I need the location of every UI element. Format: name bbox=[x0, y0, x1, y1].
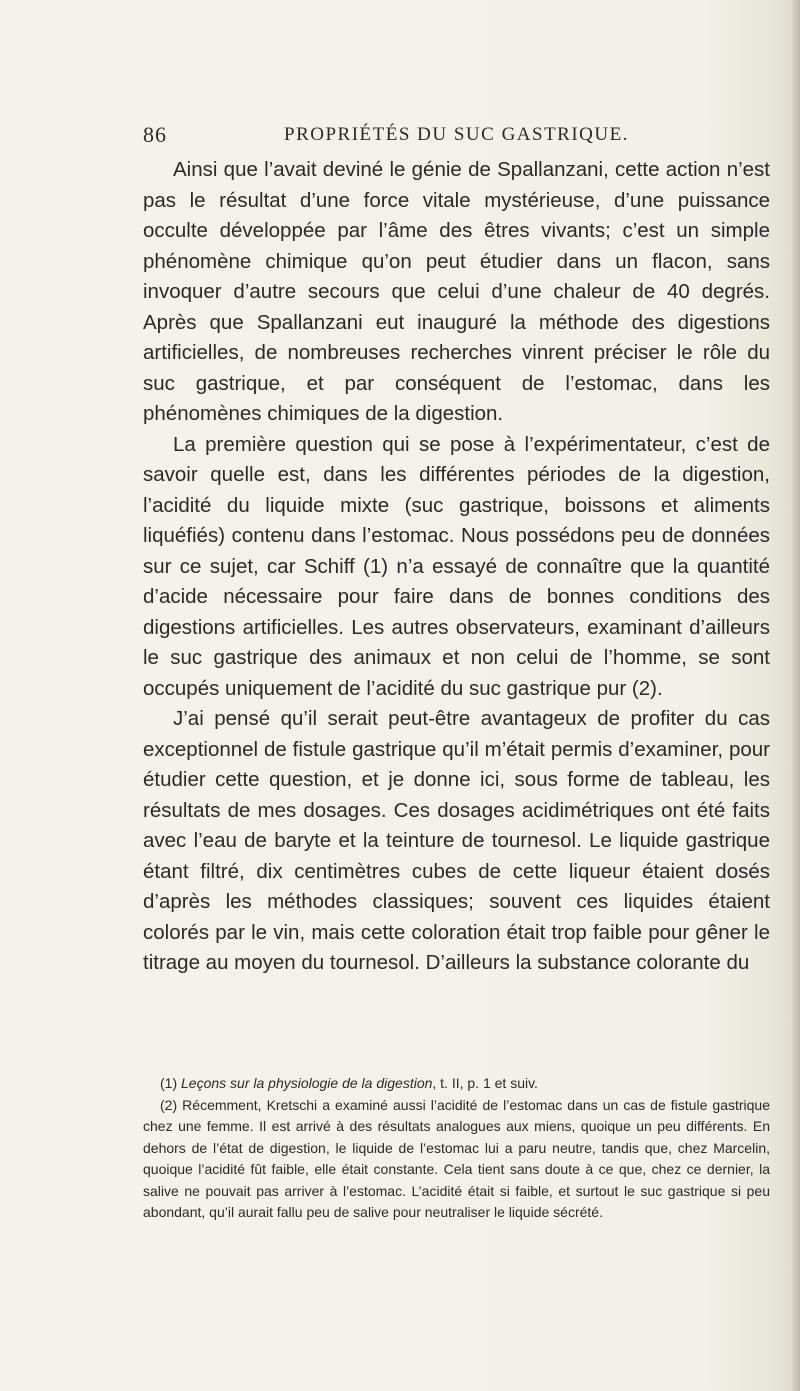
footnotes bbox=[143, 1073, 770, 1224]
running-title: PROPRIÉTÉS DU SUC GASTRIQUE. bbox=[284, 124, 629, 145]
footnote-marker: (1) bbox=[160, 1075, 181, 1091]
footnote-title: Leçons sur la physiologie de la digestion bbox=[181, 1075, 433, 1091]
footnote bbox=[143, 1073, 770, 1095]
page-edge-shadow bbox=[792, 0, 800, 1391]
footnote bbox=[143, 1095, 770, 1224]
paragraph: Ainsi que l’avait deviné le génie de Spallanzani, cette action n’est pas le résultat d’une force vitale mystérieuse, d’une puissance occulte développée par l’âme des êtres vivants; c’est un simple phénomène chimique qu’on peut étudier dans un flacon, sans invoquer d’autre secours que celui d’une chaleur de 40 degrés. Après que Spallanzani eut inauguré la méthode des digestions artificielles, de nombreuses recherches vinrent préciser le rôle du suc gastrique, et par conséquent de l’estomac, dans les phénomènes chimiques de la digestion. bbox=[143, 158, 770, 425]
footnote-marker: (2) bbox=[160, 1096, 183, 1113]
paragraph: La première question qui se pose à l’expérimentateur, c’est de savoir quelle est, dans les différentes périodes de la digestion, l’acidité du liquide mixte (suc gastrique, boissons et aliments liquéfiés) contenu dans l’estomac. Nous possédons peu de données sur ce sujet, car Schiff (1) n’a essayé de connaître que la quantité d’acide nécessaire pour faire dans de bonnes conditions des digestions artificielles. Les autres observateurs, examinant d’ailleurs le suc gastrique des animaux et non celui de l’homme, se sont occupés uniquement de l’acidité du suc gastrique pur (2). bbox=[143, 432, 770, 700]
footnote-text: , t. II, p. 1 et suiv. bbox=[432, 1075, 538, 1091]
footnote-text: Récemment, Kretschi a examiné aussi l’acidité de l’estomac dans un cas de fistule gastrique chez une femme. Il est arrivé à des résultats analogues aux miens, quoique un peu différents. En dehors de l’état de digestion, le liquide de l’estomac lui a paru neutre, tandis que, chez Marcelin, quoique l’acidité fût faible, elle était constante. Cela tient sans doute à ce que, chez ce dernier, la salive ne pouvait pas arriver à l’estomac. L’acidité était si faible, et surtout le suc gastrique si peu abondant, qu’il aurait fallu peu de salive pour neutraliser le liquide sécrété. bbox=[143, 1096, 771, 1220]
page-header bbox=[143, 122, 770, 152]
page-number: 86 bbox=[143, 122, 167, 147]
body-text bbox=[143, 155, 770, 979]
paragraph: J’ai pensé qu’il serait peut-être avantageux de profiter du cas exceptionnel de fistule gastrique qu’il m’était permis d’examiner, pour étudier cette question, et je donne ici, sous forme de tableau, les résultats de mes dosages. Ces dosages acidimétriques ont été faits avec l’eau de baryte et la teinture de tournesol. Le liquide gastrique étant filtré, dix centimètres cubes de cette liqueur étaient dosés d’après les méthodes classiques; souvent ces liquides étaient colorés par le vin, mais cette coloration était trop faible pour gêner le titrage au moyen du tournesol. D’ailleurs la substance colorante du bbox=[143, 707, 770, 974]
